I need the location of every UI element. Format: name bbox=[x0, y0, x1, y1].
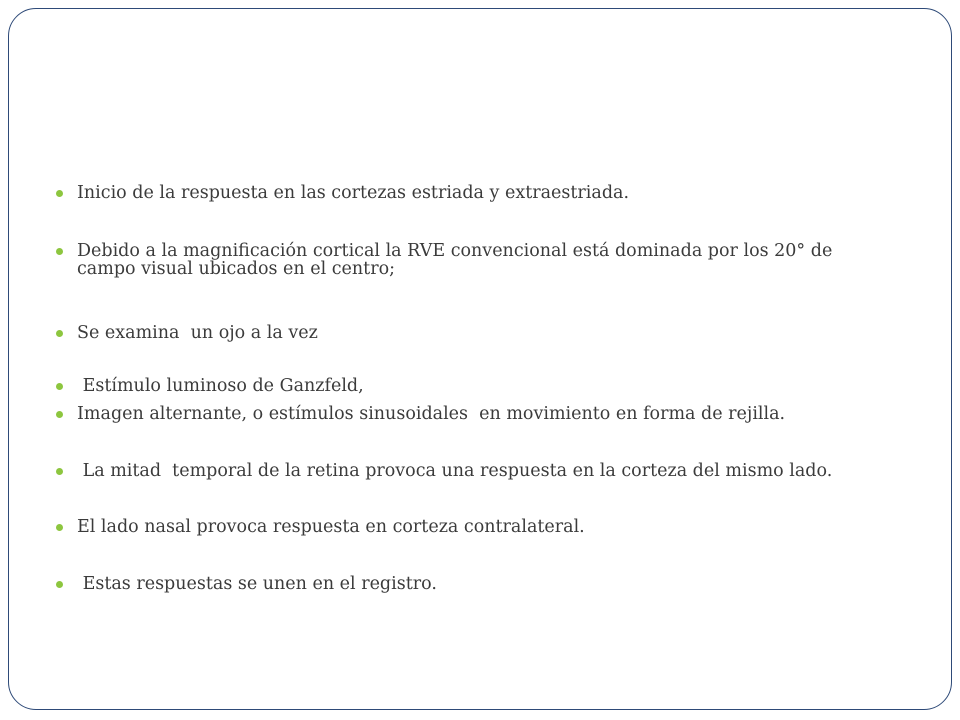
bullet-item bbox=[62, 462, 882, 480]
slide-frame bbox=[8, 8, 952, 710]
bullet-item bbox=[62, 184, 882, 202]
bullet-text: Estas respuestas se unen en el registro. bbox=[77, 574, 437, 594]
bullet-dot-icon bbox=[56, 383, 63, 390]
bullet-text: Estímulo luminoso de Ganzfeld, bbox=[77, 376, 364, 396]
bullet-item bbox=[62, 242, 882, 278]
bullet-text: La mitad temporal de la retina provoca una respuesta en la corteza del mismo lado. bbox=[77, 461, 833, 481]
bullet-dot-icon bbox=[56, 411, 63, 418]
bullet-text: Inicio de la respuesta en las cortezas estriada y extraestriada. bbox=[77, 183, 630, 203]
bullet-text: El lado nasal provoca respuesta en corteza contralateral. bbox=[77, 517, 585, 537]
bullet-item bbox=[62, 377, 882, 395]
bullet-dot-icon bbox=[56, 581, 63, 588]
bullet-text: Imagen alternante, o estímulos sinusoidales en movimiento en forma de rejilla. bbox=[77, 404, 786, 424]
bullet-dot-icon bbox=[56, 330, 63, 337]
bullet-dot-icon bbox=[56, 468, 63, 475]
bullet-item bbox=[62, 324, 882, 342]
bullet-text: Se examina un ojo a la vez bbox=[77, 323, 318, 343]
bullet-dot-icon bbox=[56, 248, 63, 255]
bullet-item bbox=[62, 575, 882, 593]
bullet-item bbox=[62, 518, 882, 536]
bullet-dot-icon bbox=[56, 190, 63, 197]
bullet-dot-icon bbox=[56, 524, 63, 531]
bullet-text: Debido a la magnificación cortical la RVE convencional está dominada por los 20° de campo visual ubicados en el centro; bbox=[77, 241, 838, 279]
bullet-item bbox=[62, 405, 882, 423]
